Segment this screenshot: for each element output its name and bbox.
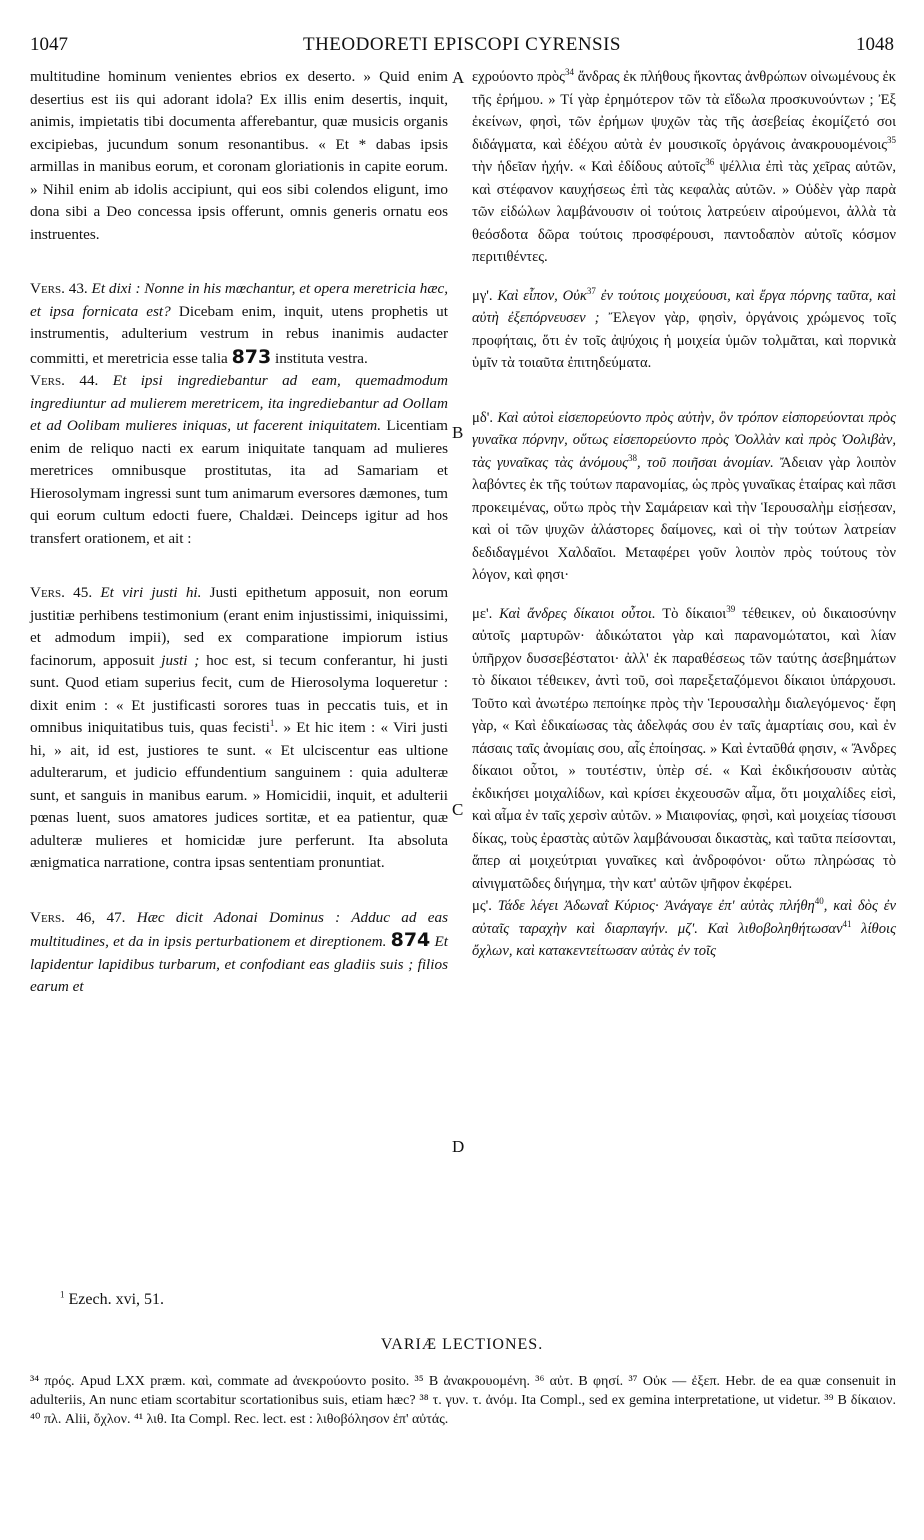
emphasized-word: justi ; xyxy=(161,651,200,669)
greek-verse-46 xyxy=(472,895,896,963)
footnote-reference[interactable]: 38 xyxy=(628,452,638,463)
section-marker-d: D xyxy=(452,1137,465,1156)
section-marker-b: B xyxy=(452,423,464,442)
page-number-right: 1048 xyxy=(856,34,894,55)
greek-column xyxy=(472,66,896,963)
verse-label: Vers. 43. xyxy=(30,280,88,297)
footnote-reference[interactable]: 40 xyxy=(814,896,824,907)
greek-text: ἄνδρας ἐκ πλήθους ἥκοντας ἀνθρώπων οἰνωμένους ἐκ τῆς ἐρήμου. » Τί γὰρ ἐρημότερον τῶν τὰ εἴδωλα προσκυνούντων ; Ἐξ ἐκείνων, φησὶ, τῶν ἐρήμων ψυχῶν τὰς τῆς ἀσεβείας ἐκομίζετό σοι διδάγματα, καὶ ἐδέχου αὐτὰ ἐν μουσικοῖς ὀργάνοις ἀνακρουομένοις xyxy=(472,69,896,153)
footnote-text: Ezech. xvi, 51. xyxy=(68,1291,165,1308)
verse-label: Vers. 45. xyxy=(30,584,93,601)
verse-quote-end: λίθοις ὄχλων, καὶ κατακεντείτωσαν αὐτὰς ἐν τοῖς xyxy=(472,920,896,959)
scripture-footnote xyxy=(60,1291,164,1309)
verse-quote: Et ipsi ingrediebantur ad eam, quemadmodum ingrediuntur ad mulierem meretricem, ita ingrediebantur ad Oollam et ad Oolibam mulieres iniquas, ut facerent iniquitatem. xyxy=(30,372,448,434)
greek-paragraph-intro xyxy=(472,66,896,269)
verse-quote-cont: , καὶ δὸς ἐν αὐταῖς ταραχὴν καὶ διαρπαγήν. μζ'. Καὶ λιθοβοληθήτωσαν xyxy=(472,898,897,937)
variant-readings-heading: VARIÆ LECTIONES. xyxy=(380,1336,544,1353)
running-title: THEODORETI EPISCOPI CYRENSIS xyxy=(302,34,622,55)
page-header xyxy=(30,34,894,60)
verse-commentary: Dicebam enim, inquit, utens prophetis ut instrumentis, adulterium vestrum in rebus inanimis audacter committi, et meretricia esse talia xyxy=(30,302,448,367)
greek-verse-44 xyxy=(472,407,896,587)
migne-page-number: 873 xyxy=(231,345,272,368)
verse-quote: Καὶ ἄνδρες δίκαιοι οὗτοι. xyxy=(499,605,656,622)
verse-quote-cont: ἐν τούτοις μοιχεύουσι, καὶ ἔργα πόρνης ταῦτα, καὶ αὐτὴ ἐξεπόρνευσεν ; xyxy=(472,287,896,326)
footnote-reference[interactable]: 35 xyxy=(887,134,896,145)
verse-quote: Τάδε λέγει Ἀδωναῒ Κύριος· Ἀνάγαγε ἐπ' αὐτὰς πλήθη xyxy=(497,898,815,914)
latin-verse-43 xyxy=(30,278,448,370)
verse-commentary-cont: τέθεικεν, οὐ δικαιοσύνην αὐτοῖς μαρτυρῶν· ἀδικώτατοι γὰρ καὶ παρανομώτατοι, καὶ λίαν ὑπῆρχον δυσσεβέστατοι· ἀλλ' ἐκ παραθέσεως τῶν ταύτης ἀσεβημάτων τὸ δίκαιοι τέθεικεν, ἀντὶ τοῦ, σοὶ παρεξεταζόμενοι δίκαιοι ὑπάρχουσι. Τοῦτο καὶ ἀνωτέρω πεποίηκε πρὸς τὴν Ἱερουσαλὴμ διαλεγόμενος· ἔφη γὰρ, « Καὶ ἐδικαίωσας τὰς ἀδελφάς σου ἐν ταῖς ἁμαρτίαις σου, καὶ ἐν πάσαις ταῖς ἀνομίαις σου, αἷς ἐποίησας. » Καὶ ἐνταῦθά φησιν, « Ἄνδρες δίκαιοι οὗτοι, » τουτέστιν, ὑπὲρ σέ. « Καὶ ἐκδικήσουσιν αὐτὰς ἐκδικήσει μοιχαλίδων, καὶ κρίσει ἐκχεουσῶν αἷμα, ὅτι μοιχαλίδες εἰσὶ, καὶ αἷμα ἐν ταῖς χερσὶν αὐτῶν. » Μιαιφονίας, φησὶ, καὶ μοιχείας τίσουσι δίκας, τοὺς ἐραστὰς αὐτῶν λαμβάνουσαι δικαστὰς, καὶ ταῦτα πείσονται, ἅπερ αἱ μοιχεύτριαι γυναῖκες καὶ ἀνδροφόνοι· οὕτω πληρώσας τὸ αἰνιγματῶδες διήγημα, τὴν κατ' αὐτῶν ψῆφον ἐκφέρει. xyxy=(472,605,897,892)
verse-quote: Et viri justi hi. xyxy=(100,584,202,601)
footnote-reference[interactable]: 36 xyxy=(705,157,715,168)
variant-readings-text: ³⁴ πρός. Apud LXX præm. καὶ, commate ad ἀνεκρούοντο posito. ³⁵ B ἀνακρουομένη. ³⁶ αὐτ. B φησί. ³⁷ Οὐκ — ἐξεπ. Hebr. de ea quæ consenuit in adulteriis, An nunc etiam scortabitur scortationibus suis, etiam hæc? ³⁸ τ. γυν. τ. ἀνόμ. Ita Compl., sed ex gemina interpretatione, ut videtur. ³⁹ B δίκαιον. ⁴⁰ πλ. Alii, ὄχλον. ⁴¹ λιθ. Ita Compl. Rec. lect. est : λιθοβόλησον ἐπ' αὐτάς. xyxy=(30,1374,896,1427)
verse-quote: Et dixi : Nonne in his mœchantur, et opera meretricia hæc, et ipsa fornicata est? xyxy=(30,280,448,320)
verse-label: μδ'. xyxy=(472,409,493,426)
verse-label: με'. xyxy=(472,605,493,622)
greek-text: εχρούοντο πρὸς xyxy=(472,69,565,85)
latin-verse-45 xyxy=(30,582,448,875)
footnote-reference[interactable]: 39 xyxy=(726,603,736,614)
verse-commentary-end: instituta vestra. xyxy=(275,349,368,367)
verse-commentary: Licentiam enim de reliquo nacti ex earum iniquitate tanquam ad mulieres meretrices omnibusque prostitutas, ita ad Samariam et Hierosolymam ingressi sunt tum animarum eversores dæmones, tum qui eorum cultum edocti fuere, Chaldæi. Deinceps igitur ad hos transfert orationem, et ait : xyxy=(30,417,448,547)
latin-paragraph-intro: multitudine hominum venientes ebrios ex deserto. » Quid enim desertius est iis qui adorant idola? Ex illis enim desertis, inquit, animis, impietatis tibi documenta afferebantur, quæ musicis organis excipiebas, jucundum sonum resonantibus. « Et * dabas ipsis armillas in manibus eorum, et coronam gloriationis in capite eorum. » Nihil enim ab idolis accipiunt, qui eos sibi colendos eligunt, imo dona sibi a Deo concessa ipsis offerunt, omnis generis ornatu eos instruentes. xyxy=(30,68,448,243)
page-number-left: 1047 xyxy=(30,34,68,55)
verse-quote-cont: , τοῦ ποιῆσαι ἀνομίαν. xyxy=(637,454,774,471)
section-marker-c: C xyxy=(452,800,464,819)
verse-label: Vers. 46, 47. xyxy=(30,908,126,926)
verse-commentary-end: . » Et hic item : « Viri justi hi, » ait, id est, justiores te sunt. « Et ulciscentur eas ultione adulterarum, et judicio effundentium sanguinem : quia adulteræ sunt, et sanguis in manibus earum. » Homicidii, inquit, et adulterii pœnas luent, suos amatores judices sortitæ, et ea patientur, quæ adulteræ mulieres et homicidæ jure perferunt. Ita absoluta ænigmatica narratione, contra ipsas sententiam pronuntiat. xyxy=(30,719,448,871)
verse-label: μγ'. xyxy=(472,287,493,304)
section-marker-a: A xyxy=(452,68,465,87)
migne-page-number: 874 xyxy=(390,929,431,951)
latin-verse-46 xyxy=(30,907,448,999)
verse-label: μς'. xyxy=(472,898,492,914)
greek-text: τὴν ἡδεῖαν ἠχήν. « Καὶ ἐδίδους αὐτοῖς xyxy=(472,159,706,175)
latin-column xyxy=(30,66,448,999)
greek-verse-43 xyxy=(472,285,896,375)
verse-quote-cont: Et lapidentur lapidibus turbarum, et confodiant eas gladiis suis ; filios earum et xyxy=(30,933,449,995)
footnote-reference[interactable]: 37 xyxy=(586,285,596,296)
verse-commentary: Τὸ δίκαιοι xyxy=(662,605,727,622)
greek-text: ψέλλια ἐπὶ τὰς χεῖρας αὐτῶν, καὶ στέφανον καυχήσεως ἐπὶ τὰς κεφαλὰς αὐτῶν. » Οὐδὲν γὰρ παρὰ τῶν εἰδώλων λαμβάνουσιν οἱ τούτοις λατρεύειν αἱρούμενοι, ἀλλὰ τὰ θεόσδοτα δῶρα τούτοις προσφέρουσι, παντοδαπὸν αὐτοῖς κόσμον περιτιθέντες. xyxy=(472,159,896,265)
verse-commentary: Ἔλεγον γὰρ, φησὶν, ὀργάνοις χρώμενος τοῖς προφήταις, ὅτι ἐν τοῖς ἀψύχοις ἡ μοιχεία ὑμῶν τολμᾶται, καὶ πορνικὰ ὑμῖν τὰ τοιαῦτα ἐπιτηδεύματα. xyxy=(472,310,896,371)
latin-verse-44 xyxy=(30,370,448,550)
verse-quote: Καὶ αὐτοὶ εἰσεπορεύοντο πρὸς αὐτὴν, ὃν τρόπον εἰσπορεύονται πρὸς γυναῖκα πόρνην, οὕτως εἰσεπορεύοντο πρὸς Ὀολλὰν καὶ πρὸς Ὀολιβὰν, τὰς γυναῖκας τὰς ἀνόμους xyxy=(472,409,896,471)
footnote-reference[interactable]: 34 xyxy=(564,67,574,78)
verse-quote: Hæc dicit Adonai Dominus : Adduc ad eas multitudines, et da in ipsis perturbationem et direptionem. xyxy=(30,908,448,950)
verse-commentary-cont: hoc est, si tecum conferantur, hi justi sunt. Quod etiam superius fecit, cum de Hierosolyma loqueretur : dixit enim : « Et justificasti sorores tuas in peccatis tuis, et in omnibus iniquitatibus tuis, quas fecisti xyxy=(30,651,448,736)
footnote-mark: 1 xyxy=(60,1289,65,1300)
footnote-reference[interactable]: 1 xyxy=(269,717,275,728)
verse-label: Vers. 44. xyxy=(30,372,99,389)
greek-verse-45 xyxy=(472,603,896,896)
verse-commentary: Justi epithetum apposuit, non eorum justitiæ perhibens testimonium (erant enim injustissimi, iniquissimi, et admodum impii), sed ex comparatione impiorum istius facinorum, apposuit xyxy=(30,584,449,669)
verse-quote: Καὶ εἶπον, Οὐκ xyxy=(497,287,587,304)
verse-commentary: Ἄδειαν γὰρ λοιπὸν λαβόντες ἐκ τῆς τούτων παρανομίας, ὡς πρὸς γυναῖκας ἑταίρας καὶ πᾶσι προκειμένας, οὕτω πρὸς τὴν Σαμάρειαν καὶ τὴν Ἱερουσαλὴμ εἰσῄεσαν, καὶ οἱ τῶν ψυχῶν ἀλάστορες δαίμονες, καὶ οἱ τὴν τούτων λατρείαν δεδιδαγμένοι Χαλδαῖοι. Μεταφέρει γοῦν λοιπὸν πρὸς τούτους τὸν λόγον, καὶ φησι· xyxy=(472,454,896,583)
footnote-reference[interactable]: 41 xyxy=(842,918,852,929)
